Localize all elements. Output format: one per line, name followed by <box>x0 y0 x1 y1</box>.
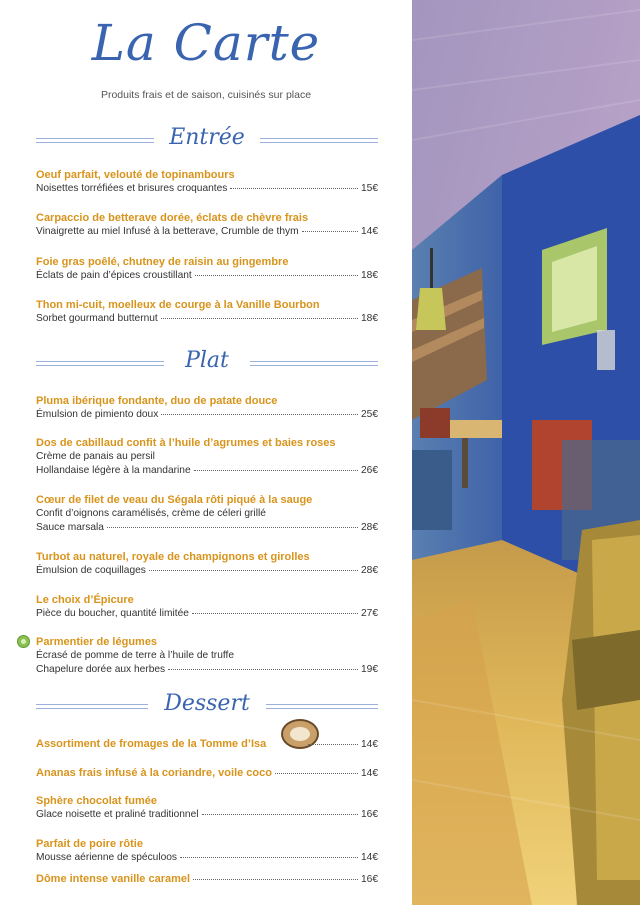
menu-item <box>36 593 378 635</box>
menu-item <box>36 298 378 328</box>
dish-name: Le choix d’Épicure <box>36 594 134 606</box>
menu-item <box>36 635 378 679</box>
dish-description: Éclats de pain d’épices croustillant <box>36 270 192 281</box>
dish-price: 14€ <box>361 739 378 750</box>
dish-description: Hollandaise légère à la mandarine <box>36 464 191 476</box>
dish-line <box>36 808 378 822</box>
dish-description: Glace noisette et praliné traditionnel <box>36 809 199 820</box>
dot-leader <box>202 814 358 815</box>
dish-name: Oeuf parfait, velouté de topinambours <box>36 169 235 181</box>
dot-leader <box>192 613 358 614</box>
dish-name: Assortiment de fromages de la Tomme d’Isa <box>36 738 267 750</box>
dish-line <box>36 225 378 239</box>
dish-name: Pluma ibérique fondante, duo de patate douce <box>36 395 278 407</box>
dish-price: 14€ <box>361 226 378 237</box>
dish-description: Mousse aérienne de spéculoos <box>36 852 178 863</box>
painting-illustration <box>412 0 640 905</box>
dish-description: Écrasé de pomme de terre à l’huile de truffe <box>36 650 235 661</box>
menu-item <box>36 737 378 766</box>
menu-item <box>36 394 378 436</box>
dish-line <box>36 564 378 578</box>
dot-leader <box>275 773 358 774</box>
section-items-plat <box>36 394 378 679</box>
dish-name: Turbot au naturel, royale de champignons et girolles <box>36 551 310 563</box>
menu-item <box>36 493 378 550</box>
dish-description: Sauce marsala <box>36 521 104 533</box>
dot-leader <box>149 570 358 571</box>
dish-price: 28€ <box>361 521 378 533</box>
dish-name: Dôme intense vanille caramel <box>36 873 191 885</box>
dish-line <box>36 851 378 865</box>
section-title: Entrée <box>169 125 245 150</box>
dot-leader <box>193 879 358 880</box>
dish-line <box>36 607 378 621</box>
dish-name: Thon mi-cuit, moelleux de courge à la Vanille Bourbon <box>36 299 320 311</box>
menu-item <box>36 436 378 493</box>
dish-price: 16€ <box>361 809 378 820</box>
dot-leader <box>302 231 358 232</box>
menu-item <box>36 211 378 255</box>
dish-line <box>36 464 378 478</box>
dot-leader <box>107 527 358 528</box>
dish-line <box>36 182 378 196</box>
page-title: La Carte <box>91 14 321 72</box>
dot-leader <box>308 744 358 745</box>
dish-name: Foie gras poêlé, chutney de raisin au gingembre <box>36 256 289 268</box>
dot-leader <box>194 470 358 471</box>
menu-item <box>36 837 378 872</box>
menu-item <box>36 255 378 298</box>
section-title: Plat <box>185 348 229 373</box>
dish-description: Vinaigrette au miel Infusé à la betterave, Crumble de thym <box>36 226 299 237</box>
section-title: Dessert <box>164 691 250 716</box>
dish-description: Sorbet gourmand butternut <box>36 313 158 324</box>
dish-line <box>36 312 378 326</box>
dish-line <box>36 766 378 780</box>
menu-item <box>36 794 378 837</box>
dish-description: Chapelure dorée aux herbes <box>36 663 166 675</box>
dot-leader <box>180 857 358 858</box>
dish-price: 15€ <box>361 183 378 194</box>
dish-name: Parfait de poire rôtie <box>36 838 143 850</box>
dot-leader <box>195 275 358 276</box>
section-heading-dessert <box>36 691 378 721</box>
dish-description: Crème de panais au persil <box>36 451 155 462</box>
dish-price: 19€ <box>361 663 378 675</box>
dish-name: Carpaccio de betterave dorée, éclats de chèvre frais <box>36 212 309 224</box>
dot-leader <box>161 414 358 415</box>
dish-price: 26€ <box>361 464 378 476</box>
dish-price: 16€ <box>361 874 378 885</box>
menu-item <box>36 168 378 211</box>
dish-line <box>36 507 378 521</box>
dish-line <box>36 521 378 535</box>
section-heading-entree <box>36 125 378 155</box>
dish-price: 14€ <box>361 852 378 863</box>
dish-price: 27€ <box>361 608 378 619</box>
page-subtitle: Produits frais et de saison, cuisinés sur place <box>100 89 312 101</box>
dot-leader <box>168 669 358 670</box>
dish-description: Émulsion de pimiento doux <box>36 409 159 420</box>
leaf-badge-icon <box>17 635 30 648</box>
dish-line <box>36 649 378 663</box>
menu-item <box>36 550 378 593</box>
menu-item <box>36 766 378 794</box>
dish-description: Émulsion de coquillages <box>36 565 146 576</box>
dish-price: 18€ <box>361 270 378 281</box>
dish-price: 14€ <box>361 768 378 779</box>
dish-name: Sphère chocolat fumée <box>36 795 158 807</box>
dish-name: Parmentier de légumes <box>36 636 158 648</box>
section-items-dessert <box>36 737 378 892</box>
dish-description: Noisettes torréfiées et brisures croquantes <box>36 183 228 194</box>
dish-line <box>36 663 378 677</box>
dish-line <box>36 450 378 464</box>
dish-price: 18€ <box>361 313 378 324</box>
section-items-entree <box>36 168 378 328</box>
menu-item <box>36 872 378 892</box>
dish-description: Pièce du boucher, quantité limitée <box>36 608 189 619</box>
dot-leader <box>161 318 358 319</box>
dot-leader <box>230 188 358 189</box>
restaurant-painting <box>412 0 640 905</box>
heading-rule-right <box>260 138 378 143</box>
dish-name: Ananas frais infusé à la coriandre, voile coco <box>36 767 272 779</box>
dish-name: Cœur de filet de veau du Ségala rôti piqué à la sauge <box>36 494 313 506</box>
dish-price: 25€ <box>361 409 378 420</box>
section-heading-plat <box>36 348 378 378</box>
dish-price: 28€ <box>361 565 378 576</box>
dish-line <box>36 872 378 886</box>
dish-description: Confit d’oignons caramélisés, crème de céleri grillé <box>36 508 266 519</box>
heading-rule-right <box>250 361 378 366</box>
dish-name: Dos de cabillaud confit à l’huile d’agrumes et baies roses <box>36 437 336 449</box>
heading-rule-right <box>266 704 378 709</box>
dish-line <box>36 269 378 283</box>
dish-line <box>36 408 378 422</box>
dish-line <box>36 737 378 751</box>
